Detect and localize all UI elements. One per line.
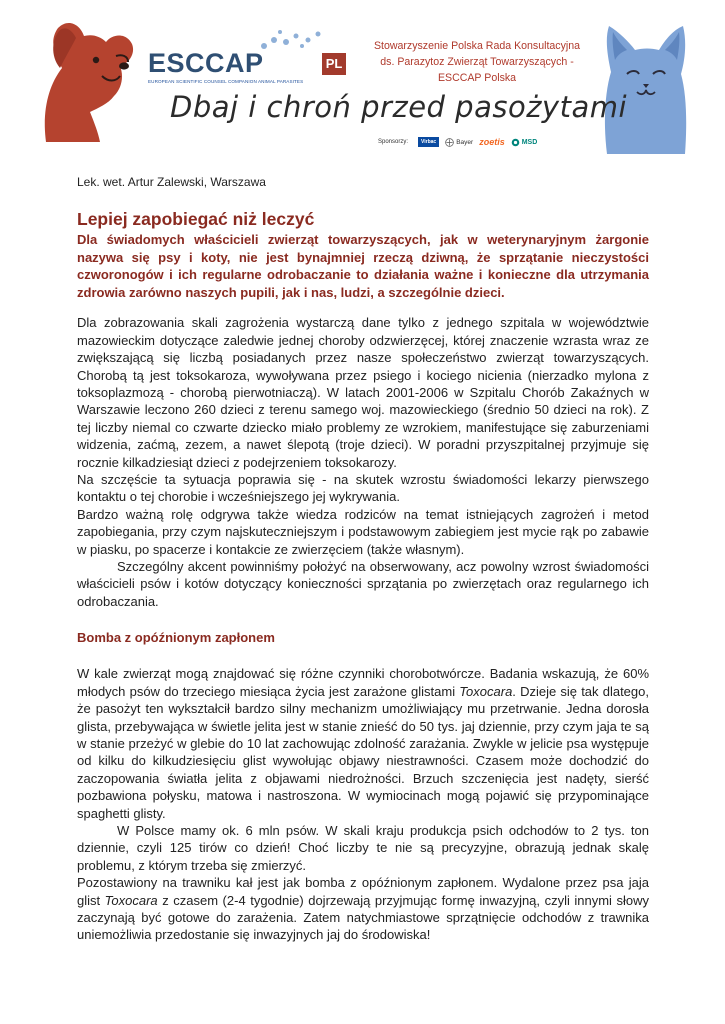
paragraph: W Polsce mamy ok. 6 mln psów. W skali kraju produkcja psich odchodów to 2 tys. ton dziennie, czyli 125 tirów co dzień! Choć liczby te nie są precyzyjne, obrazują jednak skalę problemu, z którym trzeba się zmierzyć.	[77, 822, 649, 873]
sponsor-bayer-label: Bayer	[456, 138, 474, 146]
sponsors-bar	[378, 134, 537, 150]
paragraph	[77, 665, 649, 822]
paragraph	[77, 874, 649, 944]
article-lead: Dla świadomych właścicieli zwierząt towarzyszących, jak w weterynaryjnym żargonie nazywa się psy i koty, nie jest bynajmniej rzeczą dziwną, że sprzątanie nieczystości czworonogów i ich regularne odrobaczanie to działania ważne i konieczne dla utrzymania zdrowia zarówno naszych pupili, jak i nas, ludzi, a szczególnie dzieci.	[77, 232, 649, 300]
msd-icon	[511, 138, 520, 147]
paw-icon	[256, 28, 326, 54]
paragraph: Bardzo ważną rolę odgrywa także wiedza rodziców na temat istniejących zagrożeń i metod zapobiegania, przy czym najskuteczniejszym i podstawowym zabiegiem jest mycie rąk po zabawie w piasku, po spacerze i kontakcie ze zwierzęciem (także własnym).	[77, 506, 649, 557]
species-name: Toxocara	[459, 683, 513, 699]
logo-text: ESCCAP	[148, 48, 264, 78]
author-line: Lek. wet. Artur Zalewski, Warszawa	[77, 175, 266, 189]
slogan: Dbaj i chroń przed pasożytami	[170, 90, 628, 124]
paragraph: Dla zobrazowania skali zagrożenia wystarczą dane tylko z jednego szpitala w województwie mazowieckim dotyczące zaledwie jednej choroby odzwierzęcej, której znaczenie wzrasta wraz ze zwiększającą się liczbą posiadanych przez nasze społeczeństwo zwierząt towarzyszących. Chorobą tą jest toksokaroza, wywoływana przez psiego i kociego nicienia (nierzadko mylona z toksoplazmozą - chorobą pierwotniaczą). W latach 2001-2006 w Szpitalu Chorób Zakaźnych w Warszawie leczono 260 dzieci z terenu samego woj. mazowieckiego (średnio 50 dzieci na rok). Z tej liczby niemal co czwarte dziecko miało problemy ze wzrokiem, manifestujące się zaburzeniami widzenia, zaćmą, zezem, a nawet ślepotą (troje dzieci). W poradni przyszpitalnej przyjmuje się rocznie kilkadziesiąt dzieci z podejrzeniem toksokarozy.	[77, 315, 649, 470]
page-header	[0, 0, 725, 160]
org-line: ESCCAP Polska	[437, 72, 517, 84]
paragraph: Na szczęście ta sytuacja poprawia się - na skutek wzrostu świadomości lekarzy pierwszego kontaktu o tej chorobie i wcześniejszego jej wykrywania.	[77, 472, 649, 505]
cat-illustration	[597, 22, 687, 154]
org-line: Stowarzyszenie Polska Rada Konsultacyjna	[373, 40, 581, 52]
species-name: Toxocara	[104, 892, 158, 908]
sponsor-msd-logo	[511, 138, 538, 147]
article	[77, 175, 649, 944]
org-line: ds. Parazytoz Zwierząt Towarzyszących -	[380, 56, 574, 68]
bayer-cross-icon	[445, 138, 454, 147]
organization-name	[362, 38, 592, 86]
text-run: Pozostawiony na trawniku kał jest jak bomba z opóźnionym zapłonem. Wydalone przez psa jaja glist	[77, 875, 649, 908]
paragraph: Szczególny akcent powinniśmy położyć na obserwowany, acz powolny wzrost świadomości właścicieli psów i kotów dotyczący konieczności sprzątania po zwierzętach oraz regularnego ich odrobaczania.	[77, 559, 649, 609]
logo-subtitle: EUROPEAN SCIENTIFIC COUNSEL COMPANION ANIMAL PARASITES	[148, 79, 304, 84]
text-run: . Dzieje się tak dlatego, że pasożyt ten wykształcił bardzo silny mechanizm umożliwiający mu przetrwanie. Jedna dorosła glista, przebywająca w świetle jelita jest w stanie znieść do 50 tys. jaj dziennie, przy czym jaja te są w stanie przeżyć w glebie do 10 lat zachowując zdolność zarażania. Zwykle w jelicie psa występuje od kilku do kilkudziesięciu glist wywołując objawy niestrawności. Czasem może dochodzić do zaczopowania światła jelita z objawami niedrożności. Brzuch szczenięcia jest nadęty, sierść pozbawiona połysku, matowa i nastroszona. W wymiocinach mogą pojawić się przypominające spaghetti glisty.	[77, 683, 649, 821]
sponsor-bayer-logo	[445, 138, 473, 147]
sponsor-msd-label: MSD	[521, 138, 538, 146]
text-run: z czasem (2-4 tygodnie) dojrzewają przyjmując formę inwazyjną, czyli innymi słowy zaczynają być gotowe do zarażenia. Zatem natychmiastowe sprzątnięcie odchodów z trawnika uniemożliwia przedostanie się inwazyjnych jaj do środowiska!	[77, 892, 649, 943]
country-badge: PL	[322, 53, 346, 75]
article-title: Lepiej zapobiegać niż leczyć	[77, 209, 315, 229]
sponsor-virbac-logo: Virbac	[418, 137, 439, 147]
sponsor-zoetis-logo: zoetis	[479, 137, 505, 147]
text-run: W kale zwierząt mogą znajdować się różne czynniki chorobotwórcze. Badania wskazują, że 60% młodych psów do trzeciego miesiąca życia jest zarażone glistami	[77, 666, 649, 699]
section-title: Bomba z opóźnionym zapłonem	[77, 630, 275, 646]
sponsors-label: Sponsorzy:	[378, 139, 409, 145]
dog-illustration	[38, 16, 138, 142]
